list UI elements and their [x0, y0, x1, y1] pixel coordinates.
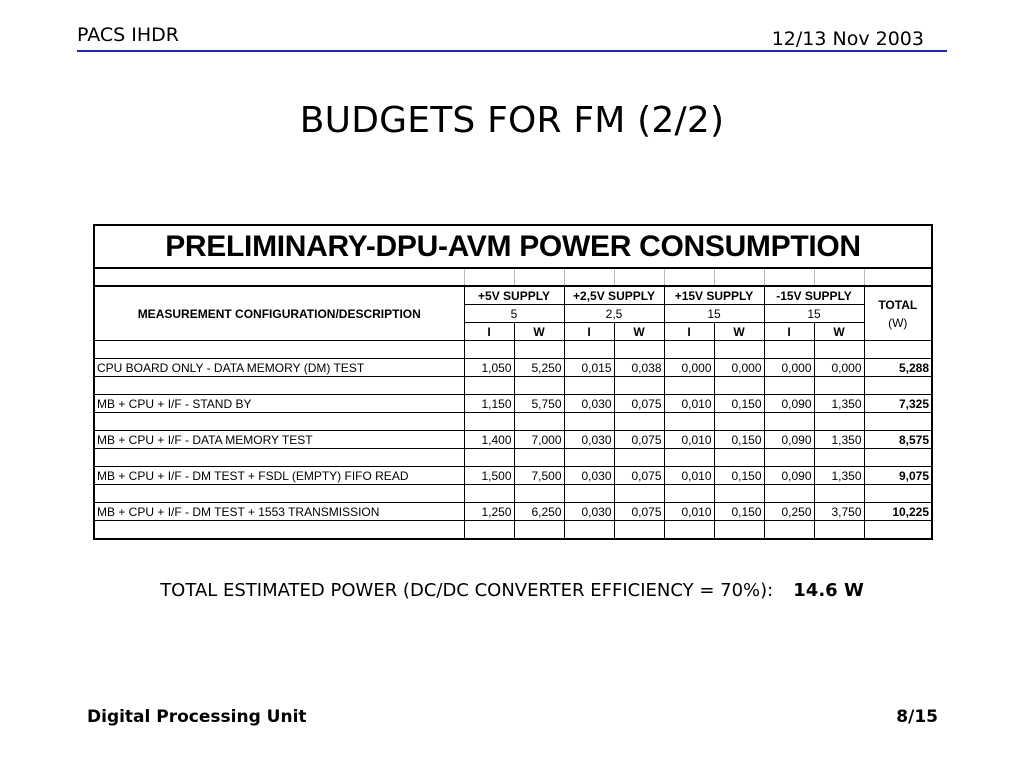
current-col-header: I — [564, 323, 614, 341]
empty-cell — [464, 521, 514, 540]
watt-cell: 0,075 — [614, 467, 664, 485]
empty-cell — [94, 485, 464, 503]
empty-cell — [764, 521, 814, 540]
row-total: 10,225 — [864, 503, 932, 521]
watt-cell: 1,350 — [814, 431, 864, 449]
empty-cell — [764, 377, 814, 395]
row-total: 9,075 — [864, 467, 932, 485]
empty-cell — [514, 413, 564, 431]
supply-voltage: 15 — [664, 305, 764, 323]
header-date: 12/13 Nov 2003 — [771, 28, 924, 50]
watt-cell: 0,150 — [714, 503, 764, 521]
current-cell: 0,030 — [564, 503, 614, 521]
table-row — [94, 395, 932, 413]
row-description: MB + CPU + I/F - STAND BY — [94, 395, 464, 413]
empty-cell — [714, 341, 764, 359]
current-cell: 1,050 — [464, 359, 514, 377]
current-cell: 0,000 — [764, 359, 814, 377]
watt-cell: 0,000 — [814, 359, 864, 377]
empty-cell — [764, 268, 814, 286]
row-total: 8,575 — [864, 431, 932, 449]
empty-cell — [864, 485, 932, 503]
watt-cell: 7,500 — [514, 467, 564, 485]
row-description: CPU BOARD ONLY - DATA MEMORY (DM) TEST — [94, 359, 464, 377]
row-description: MB + CPU + I/F - DM TEST + FSDL (EMPTY) FIFO READ — [94, 467, 464, 485]
watt-col-header: W — [514, 323, 564, 341]
empty-cell — [814, 449, 864, 467]
watt-cell: 0,075 — [614, 431, 664, 449]
header-left: PACS IHDR — [77, 24, 179, 46]
watt-cell: 0,000 — [714, 359, 764, 377]
table-row — [94, 467, 932, 485]
empty-cell — [564, 413, 614, 431]
empty-cell — [614, 485, 664, 503]
supply-voltage: 2,5 — [564, 305, 664, 323]
empty-cell — [864, 377, 932, 395]
table-title: PRELIMINARY-DPU-AVM POWER CONSUMPTION — [94, 225, 932, 268]
supply-voltage: 15 — [764, 305, 864, 323]
empty-cell — [564, 449, 614, 467]
spacer-row — [94, 521, 932, 540]
empty-cell — [664, 341, 714, 359]
empty-cell — [94, 341, 464, 359]
empty-cell — [564, 521, 614, 540]
empty-cell — [814, 413, 864, 431]
spacer-row — [94, 413, 932, 431]
current-cell: 0,090 — [764, 431, 814, 449]
row-total: 5,288 — [864, 359, 932, 377]
empty-cell — [464, 377, 514, 395]
empty-cell — [764, 449, 814, 467]
empty-cell — [564, 268, 614, 286]
empty-cell — [614, 521, 664, 540]
current-cell: 0,000 — [664, 359, 714, 377]
empty-cell — [464, 449, 514, 467]
empty-cell — [714, 449, 764, 467]
empty-cell — [814, 268, 864, 286]
page-number: 8/15 — [896, 707, 938, 727]
empty-cell — [614, 268, 664, 286]
empty-cell — [714, 377, 764, 395]
empty-cell — [514, 341, 564, 359]
current-cell: 0,030 — [564, 467, 614, 485]
spacer-row — [94, 341, 932, 359]
watt-cell: 1,350 — [814, 467, 864, 485]
watt-cell: 0,038 — [614, 359, 664, 377]
empty-cell — [814, 485, 864, 503]
empty-cell — [764, 413, 814, 431]
empty-cell — [714, 268, 764, 286]
watt-cell: 0,075 — [614, 503, 664, 521]
empty-cell — [664, 268, 714, 286]
current-cell: 0,010 — [664, 467, 714, 485]
watt-cell: 6,250 — [514, 503, 564, 521]
spacer-row — [94, 377, 932, 395]
slide-title: BUDGETS FOR FM (2/2) — [299, 100, 725, 141]
empty-cell — [614, 449, 664, 467]
row-description: MB + CPU + I/F - DM TEST + 1553 TRANSMISSION — [94, 503, 464, 521]
empty-cell — [464, 485, 514, 503]
empty-cell — [714, 413, 764, 431]
current-cell: 0,030 — [564, 395, 614, 413]
empty-cell — [464, 413, 514, 431]
footer-left: Digital Processing Unit — [87, 707, 307, 727]
empty-cell — [514, 268, 564, 286]
empty-cell — [664, 413, 714, 431]
current-col-header: I — [764, 323, 814, 341]
empty-cell — [564, 377, 614, 395]
current-cell: 0,030 — [564, 431, 614, 449]
empty-cell — [664, 377, 714, 395]
empty-cell — [664, 521, 714, 540]
empty-cell — [614, 377, 664, 395]
empty-cell — [614, 341, 664, 359]
table-row — [94, 503, 932, 521]
desc-column-header: MEASUREMENT CONFIGURATION/DESCRIPTION — [94, 286, 464, 341]
empty-cell — [514, 485, 564, 503]
empty-cell — [94, 449, 464, 467]
empty-cell — [464, 341, 514, 359]
empty-cell — [94, 268, 464, 286]
empty-cell — [814, 521, 864, 540]
empty-cell — [94, 413, 464, 431]
current-cell: 0,010 — [664, 431, 714, 449]
watt-cell: 5,750 — [514, 395, 564, 413]
empty-cell — [764, 485, 814, 503]
empty-cell — [864, 413, 932, 431]
total-header-unit: (W) — [888, 315, 908, 330]
empty-cell — [664, 449, 714, 467]
empty-cell — [614, 413, 664, 431]
total-column-header — [864, 286, 932, 341]
current-cell: 1,500 — [464, 467, 514, 485]
watt-cell: 0,075 — [614, 395, 664, 413]
current-cell: 1,150 — [464, 395, 514, 413]
supply-voltage: 5 — [464, 305, 564, 323]
current-cell: 0,090 — [764, 395, 814, 413]
empty-cell — [94, 521, 464, 540]
current-cell: 0,010 — [664, 503, 714, 521]
row-description: MB + CPU + I/F - DATA MEMORY TEST — [94, 431, 464, 449]
current-cell: 0,010 — [664, 395, 714, 413]
empty-cell — [864, 521, 932, 540]
total-power-value: 14.6 W — [793, 580, 864, 601]
empty-cell — [864, 449, 932, 467]
empty-cell — [564, 341, 614, 359]
table-row — [94, 431, 932, 449]
table-body — [94, 341, 932, 540]
watt-cell: 0,150 — [714, 431, 764, 449]
empty-cell — [714, 485, 764, 503]
watt-cell: 0,150 — [714, 395, 764, 413]
watt-col-header: W — [714, 323, 764, 341]
supply-header: +5V SUPPLY — [464, 286, 564, 305]
header-divider — [77, 50, 947, 52]
watt-cell: 1,350 — [814, 395, 864, 413]
current-cell: 0,250 — [764, 503, 814, 521]
empty-cell — [814, 377, 864, 395]
row-total: 7,325 — [864, 395, 932, 413]
empty-cell — [564, 485, 614, 503]
current-col-header: I — [464, 323, 514, 341]
current-col-header: I — [664, 323, 714, 341]
watt-col-header: W — [814, 323, 864, 341]
supply-header: +15V SUPPLY — [664, 286, 764, 305]
empty-cell — [864, 268, 932, 286]
spacer-row — [94, 449, 932, 467]
current-cell: 0,090 — [764, 467, 814, 485]
total-estimated-power — [0, 580, 1024, 601]
empty-cell — [864, 341, 932, 359]
empty-cell — [514, 449, 564, 467]
watt-cell: 3,750 — [814, 503, 864, 521]
current-cell: 1,400 — [464, 431, 514, 449]
watt-cell: 5,250 — [514, 359, 564, 377]
current-cell: 1,250 — [464, 503, 514, 521]
empty-cell — [464, 268, 514, 286]
supply-header: -15V SUPPLY — [764, 286, 864, 305]
empty-cell — [94, 377, 464, 395]
total-header-label: TOTAL — [878, 297, 918, 312]
spacer-row — [94, 485, 932, 503]
empty-cell — [514, 521, 564, 540]
watt-cell: 7,000 — [514, 431, 564, 449]
watt-cell: 0,150 — [714, 467, 764, 485]
table-row — [94, 359, 932, 377]
empty-cell — [814, 341, 864, 359]
watt-col-header: W — [614, 323, 664, 341]
empty-cell — [714, 521, 764, 540]
power-consumption-table — [93, 224, 933, 540]
empty-cell — [514, 377, 564, 395]
empty-cell — [664, 485, 714, 503]
total-power-label: TOTAL ESTIMATED POWER (DC/DC CONVERTER EFFICIENCY = 70%): — [160, 580, 774, 601]
empty-cell — [764, 341, 814, 359]
supply-header: +2,5V SUPPLY — [564, 286, 664, 305]
current-cell: 0,015 — [564, 359, 614, 377]
